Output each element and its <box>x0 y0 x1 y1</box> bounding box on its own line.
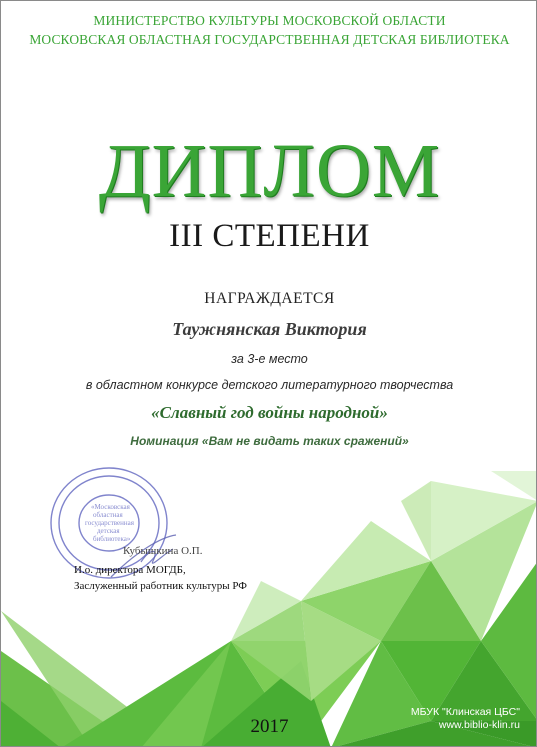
diploma-title: ДИПЛОМ <box>98 129 441 213</box>
ministry-header: МИНИСТЕРСТВО КУЛЬТУРЫ МОСКОВСКОЙ ОБЛАСТИ <box>93 13 446 28</box>
nomination-text: Номинация «Вам не видать таких сражений» <box>130 434 409 448</box>
diploma-degree: III СТЕПЕНИ <box>169 218 370 254</box>
green-triangles-background <box>1 1 537 747</box>
signatory-title: Заслуженный работник культуры РФ <box>74 580 247 592</box>
library-header: МОСКОВСКАЯ ОБЛАСТНАЯ ГОСУДАРСТВЕННАЯ ДЕТСКАЯ БИБЛИОТЕКА <box>29 32 510 47</box>
organization-website: www.biblio-klin.ru <box>438 719 520 731</box>
awarded-label: НАГРАЖДАЕТСЯ <box>204 290 335 307</box>
svg-text:областная: областная <box>93 511 123 519</box>
contest-text: в областном конкурсе детского литературного творчества <box>85 378 454 392</box>
svg-text:библиотека»: библиотека» <box>93 535 131 543</box>
diploma-year: 2017 <box>250 716 289 737</box>
contest-title: «Славный год войны народной» <box>151 403 388 422</box>
recipient-name: Таужнянская Виктория <box>172 319 367 339</box>
svg-text:государственная: государственная <box>85 519 134 527</box>
organization-info <box>411 706 520 732</box>
signatory-name: Кубышкина О.П. <box>123 545 203 557</box>
signatory-position: И.о. директора МОГДБ, <box>74 564 186 576</box>
svg-text:детская: детская <box>97 527 120 535</box>
place-text: за 3-е место <box>231 352 308 366</box>
svg-text:«Московская: «Московская <box>91 503 130 511</box>
organization-name: МБУК "Клинская ЦБС" <box>410 706 520 718</box>
